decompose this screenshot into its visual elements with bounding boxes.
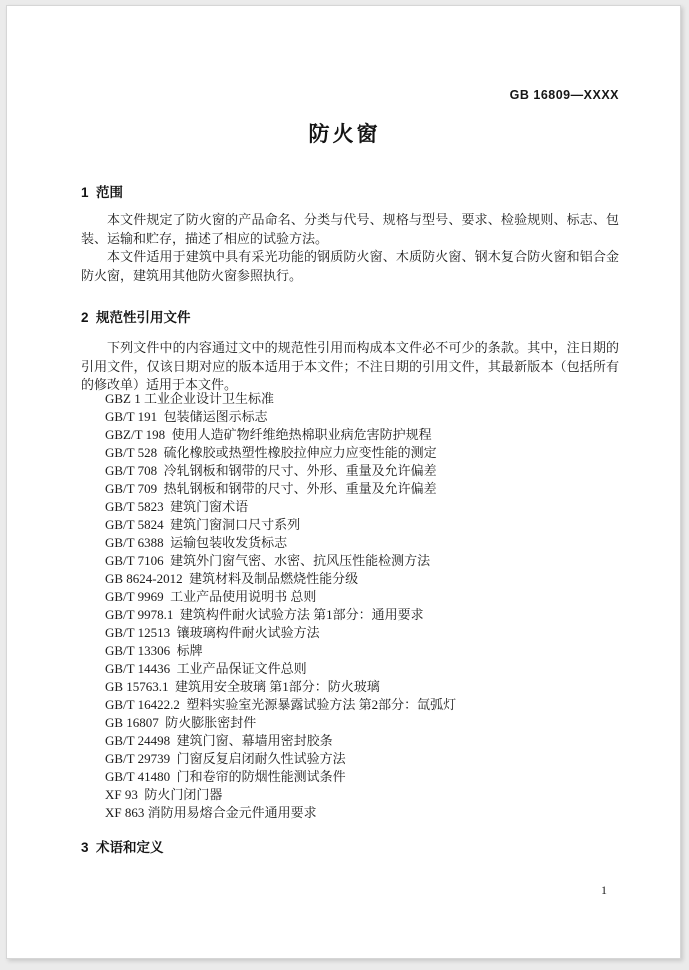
reference-item: GBZ/T 198 使用人造矿物纤维绝热棉职业病危害防护规程 [105, 427, 432, 442]
section-heading-terms-and-definitions: 3 术语和定义 [81, 840, 164, 855]
document-page [6, 5, 681, 959]
section-heading-scope: 1 范围 [81, 185, 124, 200]
reference-item: GB/T 7106 建筑外门窗气密、水密、抗风压性能检测方法 [105, 553, 431, 568]
reference-item: GB/T 709 热轧钢板和钢带的尺寸、外形、重量及允许偏差 [105, 481, 437, 496]
scope-body [81, 211, 619, 285]
reference-item: GB/T 24498 建筑门窗、幕墙用密封胶条 [105, 733, 333, 748]
reference-item: GB/T 12513 镶玻璃构件耐火试验方法 [105, 625, 320, 640]
reference-item: GB/T 528 硫化橡胶或热塑性橡胶拉伸应力应变性能的测定 [105, 445, 437, 460]
scope-paragraph: 本文件规定了防火窗的产品命名、分类与代号、规格与型号、要求、检验规则、标志、包装、运输和贮存，描述了相应的试验方法。 [81, 212, 619, 246]
reference-list [105, 390, 456, 822]
reference-item: GB/T 29739 门窗反复启闭耐久性试验方法 [105, 751, 346, 766]
reference-item: XF 93 防火门闭门器 [105, 787, 223, 802]
normative-references-intro-paragraph: 下列文件中的内容通过文中的规范性引用而构成本文件必不可少的条款。其中，注日期的引用文件，仅该日期对应的版本适用于本文件；不注日期的引用文件，其最新版本（包括所有的修改单）适用于本文件。 [81, 340, 619, 393]
scope-paragraph: 本文件适用于建筑中具有采光功能的钢质防火窗、木质防火窗、钢木复合防火窗和铝合金防火窗，建筑用其他防火窗参照执行。 [81, 249, 619, 283]
reference-item: GB/T 16422.2 塑料实验室光源暴露试验方法 第2部分：氙弧灯 [105, 697, 457, 712]
reference-item: GB/T 14436 工业产品保证文件总则 [105, 661, 307, 676]
reference-item: GB/T 13306 标牌 [105, 643, 203, 658]
reference-item: GB/T 41480 门和卷帘的防烟性能测试条件 [105, 769, 346, 784]
reference-item: GB/T 9978.1 建筑构件耐火试验方法 第1部分：通用要求 [105, 607, 424, 622]
reference-item: GB/T 5823 建筑门窗术语 [105, 499, 249, 514]
reference-item: XF 863 消防用易熔合金元件通用要求 [105, 805, 317, 820]
reference-item: GB 8624-2012 建筑材料及制品燃烧性能分级 [105, 571, 359, 586]
section-heading-normative-references: 2 规范性引用文件 [81, 310, 191, 325]
reference-item: GB 15763.1 建筑用安全玻璃 第1部分：防火玻璃 [105, 679, 380, 694]
page-number: 1 [601, 883, 607, 897]
reference-item: GB 16807 防火膨胀密封件 [105, 715, 257, 730]
standard-code: GB 16809—XXXX [509, 88, 619, 102]
reference-item: GBZ 1 工业企业设计卫生标准 [105, 391, 275, 406]
reference-item: GB/T 5824 建筑门窗洞口尺寸系列 [105, 517, 301, 532]
reference-item: GB/T 708 冷轧钢板和钢带的尺寸、外形、重量及允许偏差 [105, 463, 437, 478]
document-title: 防火窗 [308, 123, 381, 146]
reference-item: GB/T 6388 运输包装收发货标志 [105, 535, 288, 550]
normative-references-intro [81, 339, 619, 395]
reference-item: GB/T 191 包装储运图示标志 [105, 409, 268, 424]
reference-item: GB/T 9969 工业产品使用说明书 总则 [105, 589, 317, 604]
